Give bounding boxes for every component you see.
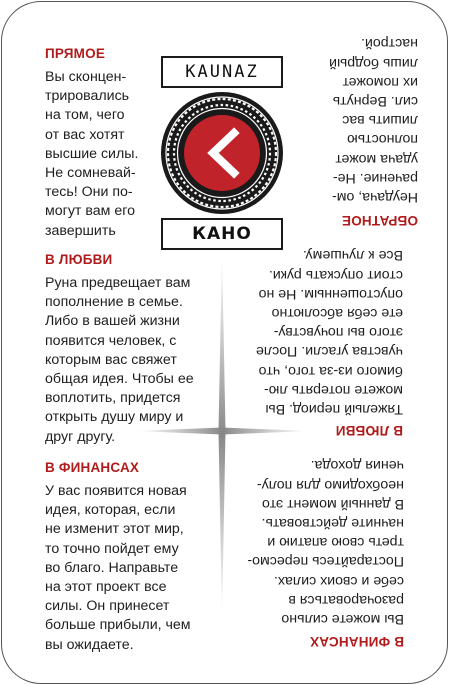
section-heading-upright: ПРЯМОЕ [45,46,106,61]
rune-disc [184,115,260,191]
love-section-reversed [233,242,403,438]
finance-heading-reversed: В ФИНАНСАХ [309,634,404,649]
finance-section-reversed [232,453,404,649]
rune-name-cyrillic: КАНО [192,224,252,244]
finance-text-reversed: Вы можете сильно разочароваться в себе и своих силах. Постарайтесь пересмо- треть свою апатию и начните действовать. В данный момент это необходимо для полу- чения дохода. [247,457,404,627]
rune-name-latin: KAUNAZ [185,62,259,82]
love-text-reversed: Тяжелый период. Вы можете потерять лю- бимого из-за того, что чувства угасли. После этого вы почувству- ете себя абсолютно опустошенным. Не но стоит опускать руки. Все к лучшему. [255,247,403,417]
section-heading-reversed: ОБРАТНОЕ [341,213,418,228]
finance-heading-upright: В ФИНАНСАХ [45,460,140,475]
finance-text-upright: У вас появится новая идея, которая, если не изменит этот мир, то точно пойдет ему во благо. Направьте на этот проект все силы. Он принесет больше прибыли, чем вы ожидаете. [45,483,191,653]
love-heading-upright: В ЛЮБВИ [45,252,113,267]
rune-name-latin-box [161,56,283,88]
section-reversed [296,35,418,228]
rune-emblem [160,91,284,215]
love-heading-reversed: В ЛЮБВИ [335,423,403,438]
love-text-upright: Руна предвещает вам пополнение в семье. Либо в вашей жизни появится человек, с которым вас свяжет общая идея. Чтобы ее воплотить, придется открыть душу миру и друг другу. [45,275,194,445]
section-text-reversed: Неудача, ом- рачение. Не- удача может полностью лишить вас сил. Вернуть их поможет лишь бодрый настрой. [329,35,418,205]
section-text-upright: Вы сконцен- трировались на том, чего от вас хотят высшие силы. Не сомневай- тесь! Они по- могут вам его завершить [45,69,139,239]
